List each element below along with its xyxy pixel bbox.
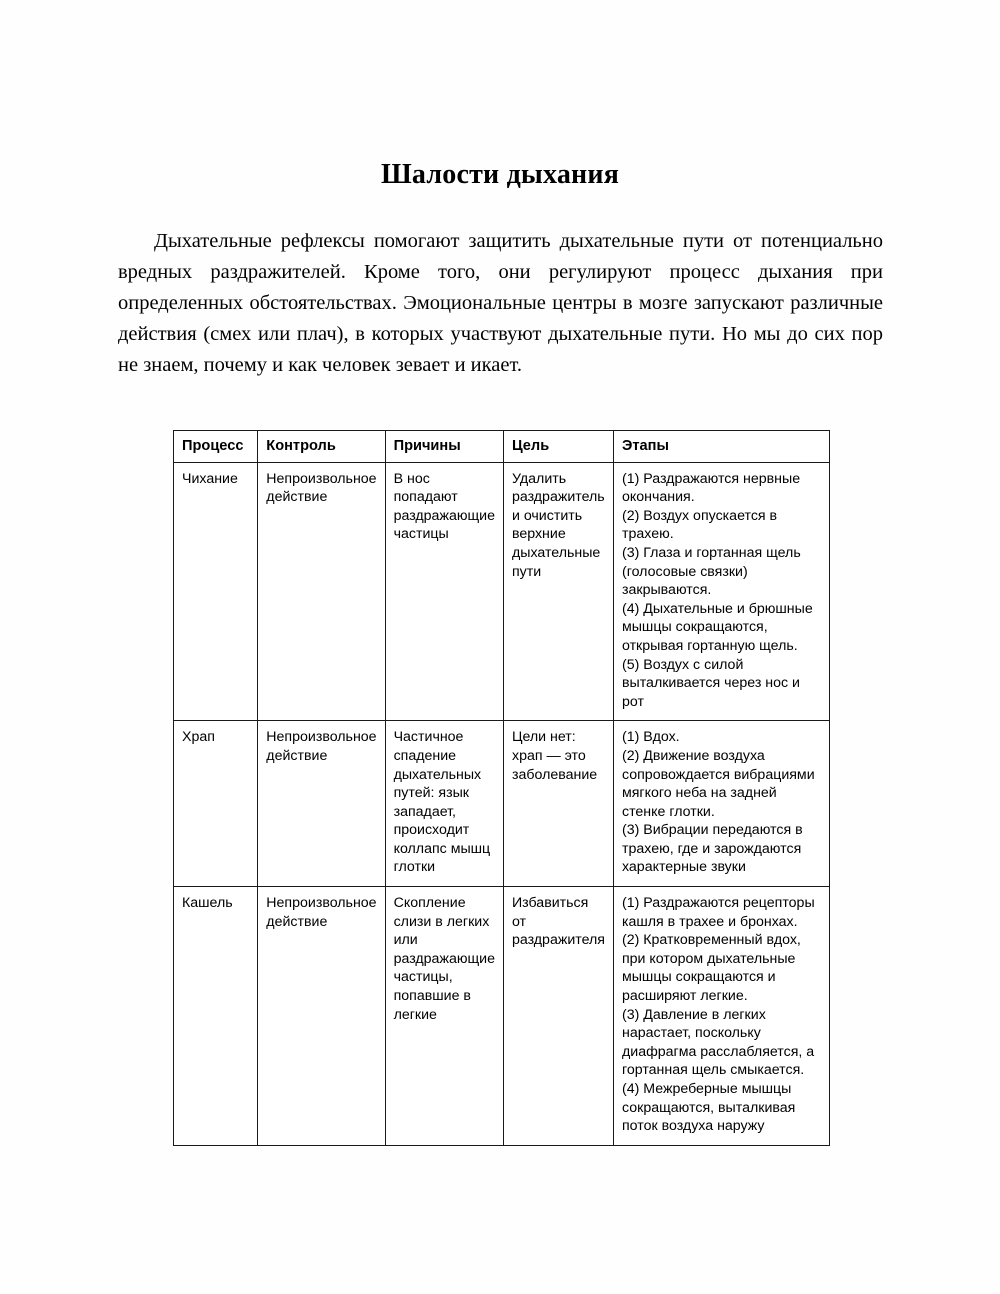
table-header-row <box>174 431 830 463</box>
cell-control: Непроизвольное действие <box>258 462 385 721</box>
cell-process: Кашель <box>174 887 258 1146</box>
table-row <box>174 721 830 887</box>
column-header-process: Процесс <box>174 431 258 463</box>
cell-stages: (1) Вдох. (2) Движение воздуха сопровождается вибрациями мягкого неба на задней стенке глотки. (3) Вибрации передаются в трахею, где и зарождаются характерные звуки <box>613 721 829 887</box>
cell-causes: Скопление слизи в легких или раздражающие частицы, попавшие в легкие <box>385 887 503 1146</box>
column-header-causes: Причины <box>385 431 503 463</box>
cell-stages: (1) Раздражаются нервные окончания. (2) Воздух опускается в трахею. (3) Глаза и гортанная щель (голосовые связки) закрываются. (4) Дыхательные и брюшные мышцы сокращаются, открывая гортанную щель. (5) Воздух с силой выталкивается через нос и рот <box>613 462 829 721</box>
cell-process: Храп <box>174 721 258 887</box>
cell-goal: Цели нет: храп — это заболевание <box>503 721 613 887</box>
table-row <box>174 887 830 1146</box>
page-title: Шалости дыхания <box>380 158 620 190</box>
column-header-goal: Цель <box>503 431 613 463</box>
intro-paragraph: Дыхательные рефлексы помогают защитить дыхательные пути от потенциально вредных раздражителей. Кроме того, они регулируют процесс дыхания при определенных обстоятельствах. Эмоциональные центры в мозге запускают различные действия (смех или плач), в которых участвуют дыхательные пути. Но мы до сих пор не знаем, почему и как человек зевает и икает. <box>118 229 883 376</box>
cell-stages: (1) Раздражаются рецепторы кашля в трахее и бронхах. (2) Кратковременный вдох, при котором дыхательные мышцы сокращаются и расширяют легкие. (3) Давление в легких нарастает, поскольку диафрагма расслабляется, а гортанная щель смыкается. (4) Межреберные мышцы сокращаются, выталкивая поток воздуха наружу <box>613 887 829 1146</box>
cell-goal: Удалить раздражитель и очистить верхние дыхательные пути <box>503 462 613 721</box>
cell-causes: В нос попадают раздражающие частицы <box>385 462 503 721</box>
cell-process: Чихание <box>174 462 258 721</box>
column-header-stages: Этапы <box>613 431 829 463</box>
reflex-table-container <box>173 430 830 1146</box>
cell-goal: Избавиться от раздражителя <box>503 887 613 1146</box>
cell-control: Непроизвольное действие <box>258 721 385 887</box>
cell-causes: Частичное спадение дыхательных путей: язык западает, происходит коллапс мышц глотки <box>385 721 503 887</box>
table-row <box>174 462 830 721</box>
cell-control: Непроизвольное действие <box>258 887 385 1146</box>
column-header-control: Контроль <box>258 431 385 463</box>
reflex-table <box>173 430 830 1146</box>
